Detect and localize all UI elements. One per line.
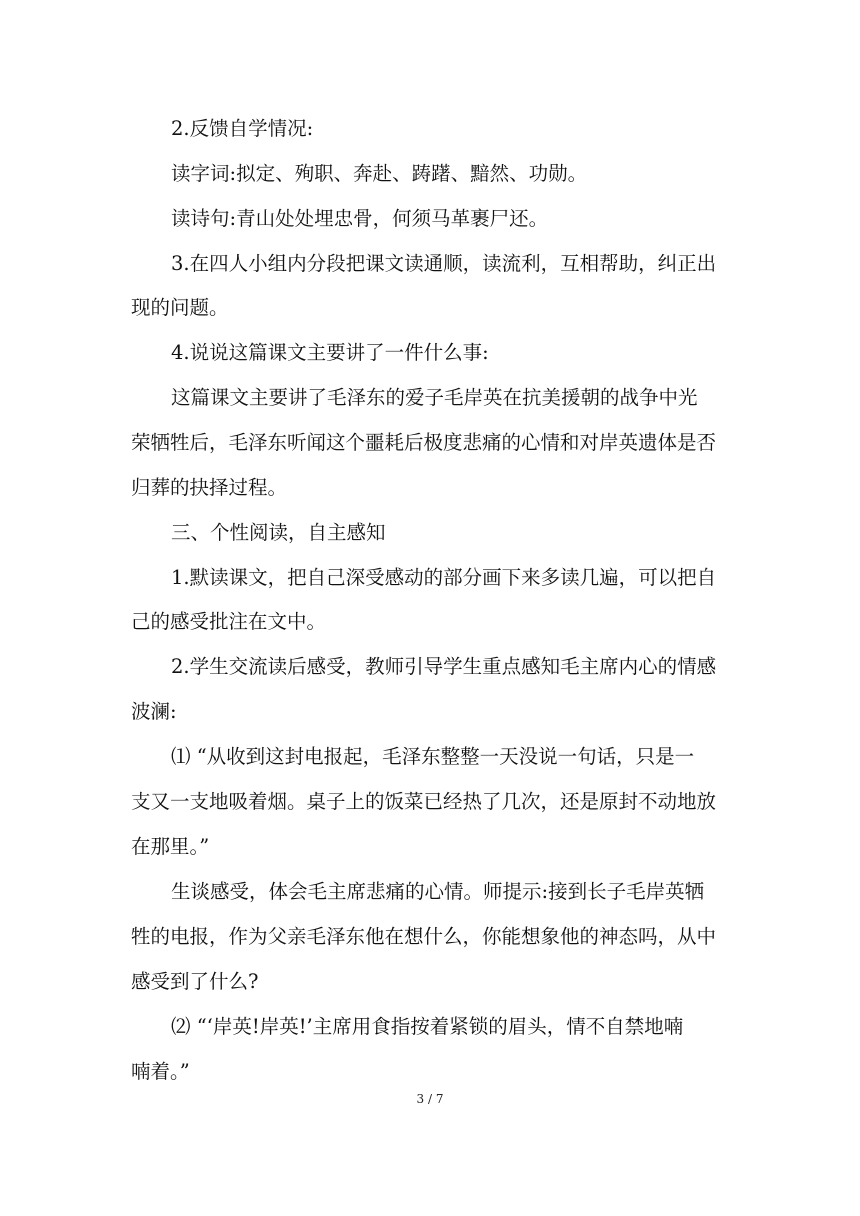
paragraph-feelings-cont-1: 牲的电报，作为父亲毛泽东他在想什么，你能想象他的神态吗，从中 [131,925,717,948]
paragraph-poem: 读诗句:青山处处埋忠骨，何须马革裹尸还。 [171,207,549,230]
paragraph-main-idea-cont-2: 归葬的抉择过程。 [131,476,288,499]
quote-1: ⑴ “从收到这封电报起，毛泽东整整一天没说一句话，只是一 [171,745,695,768]
paragraph-words: 读字词:拟定、殉职、奔赴、踌躇、黯然、功勋。 [171,162,588,185]
quote-2: ⑵ “‘岸英!岸英!’主席用食指按着紧锁的眉头，情不自禁地喃 [171,1015,684,1038]
section-heading-personal-reading: 三、个性阅读，自主感知 [171,521,386,544]
heading-main-idea: 4.说说这篇课文主要讲了一件什么事: [171,341,489,364]
paragraph-exchange-cont: 波澜: [131,700,177,723]
paragraph-silent-reading: 1.默读课文，把自己深受感动的部分画下来多读几遍，可以把自 [171,566,717,589]
heading-feedback: 2.反馈自学情况: [171,117,314,140]
paragraph-silent-reading-cont: 己的感受批注在文中。 [131,610,327,633]
paragraph-feelings-cont-2: 感受到了什么? [131,970,259,993]
page-number: 3 / 7 [416,1092,444,1106]
paragraph-group-reading: 3.在四人小组内分段把课文读通顺，读流利，互相帮助，纠正出 [171,252,717,275]
paragraph-exchange: 2.学生交流读后感受，教师引导学生重点感知毛主席内心的情感 [171,655,717,678]
paragraph-group-reading-cont: 现的问题。 [131,296,229,319]
paragraph-feelings: 生谈感受，体会毛主席悲痛的心情。师提示:接到长子毛岸英牺 [171,880,705,903]
quote-1-cont-1: 支又一支地吸着烟。桌子上的饭菜已经热了几次，还是原封不动地放 [131,790,717,813]
paragraph-main-idea-cont-1: 荣牺牲后，毛泽东听闻这个噩耗后极度悲痛的心情和对岸英遗体是否 [131,431,717,454]
paragraph-main-idea: 这篇课文主要讲了毛泽东的爱子毛岸英在抗美援朝的战争中光 [171,386,698,409]
quote-2-cont: 喃着。” [131,1060,190,1083]
quote-1-cont-2: 在那里。” [131,835,210,858]
